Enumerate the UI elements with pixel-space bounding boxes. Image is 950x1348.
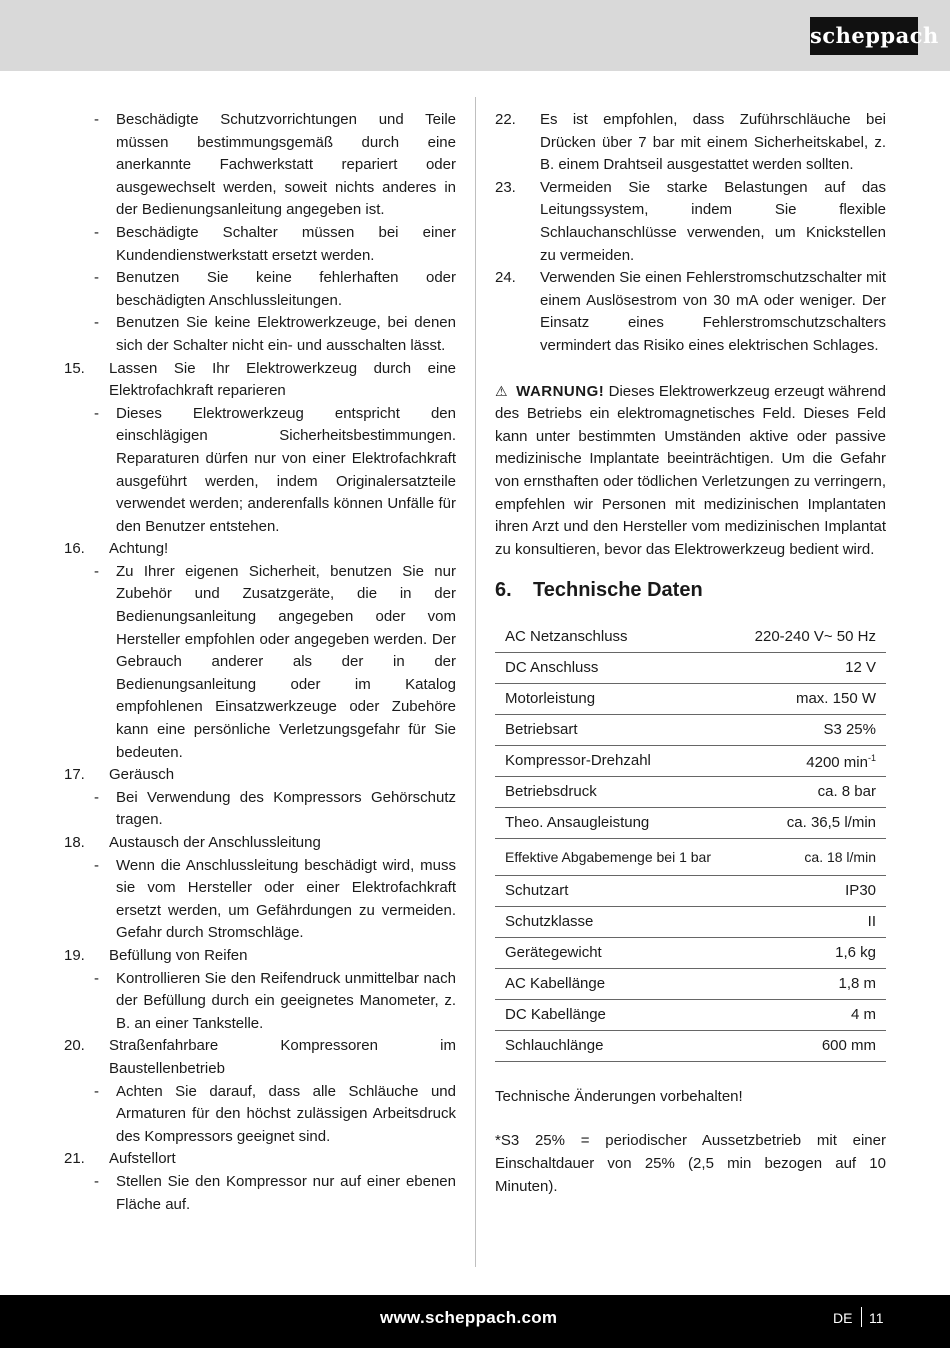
spec-row <box>495 652 886 683</box>
item-heading: Befüllung von Reifen <box>109 946 248 964</box>
item-heading: Achtung! <box>109 540 169 558</box>
section-heading <box>495 579 886 602</box>
numbered-item <box>495 109 886 177</box>
spec-value-text: II <box>867 912 876 930</box>
page-number: 11 <box>869 1310 884 1326</box>
spec-label: Schlauchlänge <box>495 1030 736 1061</box>
numbered-item <box>64 1035 456 1080</box>
numbered-item <box>64 832 456 855</box>
spec-row <box>495 683 886 714</box>
spec-value-text: 4200 min <box>806 754 868 772</box>
section-title: Technische Daten <box>533 579 703 602</box>
warning-text: Dieses Elektrowerkzeug erzeugt während des Betriebs ein elektromagnetisches Feld. Dieses Feld kann unter bestimmten Umständen aktive oder passive medizinische Implantate beeinträchtigen. Um die Gefahr von ernsthaften oder tödlichen Verletzungen zu verringern, empfehlen wir Personen mit medizinischen Implantaten ihren Arzt und den Hersteller vom medizinischen Implantat zu konsultieren, bevor das Elektrowerkzeug bedient wird. <box>495 382 886 558</box>
footer-url-link[interactable]: www.scheppach.com <box>380 1308 558 1327</box>
footer-language: DE <box>833 1310 853 1326</box>
spec-row <box>495 999 886 1030</box>
bullet-dash: - <box>94 969 99 987</box>
bullet-text: Kontrollieren Sie den Reifendruck unmittelbar nach der Befüllung durch ein geeignetes Manometer, z. B. an einer Tankstelle. <box>116 969 456 1032</box>
footer-separator <box>861 1307 862 1327</box>
spec-value-text: max. 150 W <box>795 689 876 707</box>
item-number: 24. <box>495 269 516 287</box>
spec-value <box>736 875 886 906</box>
spec-value-text: 12 V <box>845 658 876 676</box>
item-number: 15. <box>64 359 85 377</box>
item-number: 17. <box>64 766 85 784</box>
item-number: 23. <box>495 178 516 196</box>
spec-row <box>495 776 886 807</box>
bullet-text: Achten Sie darauf, dass alle Schläuche und Armaturen für den höchst zulässigen Arbeitsdruck des Kompressors geeignet sind. <box>116 1082 456 1145</box>
spec-value-text: IP30 <box>845 881 876 899</box>
spec-label: Gerätegewicht <box>495 937 736 968</box>
spec-label: DC Kabellänge <box>495 999 736 1030</box>
spec-row <box>495 807 886 838</box>
s3-footnote: *S3 25% = periodischer Aussetzbetrieb mit einer Einschaltdauer von 25% (2,5 min bezogen auf 10 Minuten). <box>495 1132 886 1195</box>
warning-label: WARNUNG! <box>516 382 605 400</box>
spec-value <box>736 999 886 1030</box>
bullet-item <box>64 1081 456 1149</box>
spec-label: Theo. Ansaugleistung <box>495 807 736 838</box>
bullet-item <box>64 109 456 222</box>
bullet-dash: - <box>94 1172 99 1190</box>
spec-value-text: 1,8 m <box>838 974 876 992</box>
spec-label: Effektive Abgabemenge bei 1 bar <box>495 838 736 875</box>
spec-label: AC Netzanschluss <box>495 622 736 653</box>
bullet-item <box>64 968 456 1036</box>
spec-value <box>736 968 886 999</box>
section-number: 6. <box>495 579 512 602</box>
bullet-text: Bei Verwendung des Kompressors Gehörschutz tragen. <box>116 788 456 829</box>
spec-value-text: S3 25% <box>823 720 876 738</box>
bullet-item <box>64 787 456 832</box>
spec-value <box>736 838 886 875</box>
spec-value-text: 1,6 kg <box>835 943 876 961</box>
spec-value <box>736 1030 886 1061</box>
numbered-item <box>64 358 456 403</box>
spec-value <box>736 776 886 807</box>
changes-note: Technische Änderungen vorbehalten! <box>495 1087 743 1105</box>
spec-label: Motorleistung <box>495 683 736 714</box>
spec-row <box>495 906 886 937</box>
spec-row <box>495 937 886 968</box>
warning-icon: ⚠ <box>495 382 508 399</box>
item-number: 21. <box>64 1150 85 1168</box>
warning-paragraph <box>495 380 886 562</box>
right-column <box>495 109 886 1198</box>
bullet-text: Beschädigte Schalter müssen bei einer Kundendienstwerkstatt ersetzt werden. <box>116 223 456 264</box>
item-heading: Austausch der Anschlussleitung <box>109 834 321 851</box>
bullet-text: Benutzen Sie keine Elektrowerkzeuge, bei denen sich der Schalter nicht ein- und ausschalten lässt. <box>116 314 456 354</box>
numbered-item <box>64 1148 456 1171</box>
spec-value <box>736 906 886 937</box>
spec-value <box>736 622 886 653</box>
bullet-item <box>64 403 456 539</box>
spec-row <box>495 838 886 875</box>
bullet-text: Stellen Sie den Kompressor nur auf einer ebenen Fläche auf. <box>116 1172 456 1213</box>
bullet-text: Benutzen Sie keine fehlerhaften oder beschädigten Anschlussleitungen. <box>116 269 456 309</box>
spec-value-superscript: -1 <box>867 753 876 764</box>
spec-value-text: 4 m <box>850 1005 876 1023</box>
spec-label: AC Kabellänge <box>495 968 736 999</box>
spec-value <box>736 652 886 683</box>
numbered-item <box>64 538 456 561</box>
item-heading: Straßenfahrbare Kompressoren im Baustellenbetrieb <box>109 1037 456 1077</box>
item-heading: Lassen Sie Ihr Elektrowerkzeug durch eine Elektrofachkraft reparieren <box>109 359 456 400</box>
footer <box>0 1295 950 1348</box>
spec-value-text: ca. 18 l/min <box>804 848 876 865</box>
spec-row <box>495 622 886 653</box>
item-heading: Geräusch <box>109 766 175 784</box>
column-divider <box>475 97 476 1267</box>
bullet-text: Dieses Elektrowerkzeug entspricht den einschlägigen Sicherheitsbestimmungen. Reparaturen dürfen nur von einer Elektrofachkraft ausgeführt werden, indem Originalersatzteile verwendet werden; anderenfalls können Unfälle für den Benutzer entstehen. <box>116 404 456 535</box>
bullet-dash: - <box>94 111 99 128</box>
spec-row <box>495 714 886 745</box>
bullet-dash: - <box>94 562 99 580</box>
bullet-item <box>64 855 456 945</box>
item-text: Es ist empfohlen, dass Zuführschläuche bei Drücken über 7 bar mit einem Sicherheitskabel, z. B. einem Drahtseil ausgestattet werden sollten. <box>540 111 886 174</box>
item-text: Verwenden Sie einen Fehlerstromschutzschalter mit einem Auslösestrom von 30 mA oder weniger. Der Einsatz eines Fehlerstromschutzschalters vermindert das Risiko eines elektrischen Schlages. <box>540 269 886 354</box>
spec-value-text: ca. 8 bar <box>817 782 876 800</box>
numbered-item <box>64 764 456 787</box>
bullet-dash: - <box>94 856 99 874</box>
specs-table <box>495 622 886 1062</box>
bullet-dash: - <box>94 223 99 241</box>
item-number: 22. <box>495 111 516 128</box>
item-number: 16. <box>64 540 85 558</box>
item-text: Vermeiden Sie starke Belastungen auf das Leitungssystem, indem Sie flexible Schlauchanschlüsse verwenden, um Knickstellen zu vermeiden. <box>540 178 886 264</box>
spec-label: Schutzklasse <box>495 906 736 937</box>
spec-value <box>736 937 886 968</box>
bullet-text: Beschädigte Schutzvorrichtungen und Teile müssen bestimmungsgemäß durch eine anerkannte Fachwerkstatt repariert oder ausgewechselt werden, soweit nichts anderes in der Bedienungsanleitung angegeben ist. <box>116 111 456 219</box>
spec-label: DC Anschluss <box>495 652 736 683</box>
spec-row <box>495 968 886 999</box>
bullet-dash: - <box>94 404 99 422</box>
spec-row <box>495 875 886 906</box>
spec-value-text: 220-240 V~ 50 Hz <box>754 627 876 645</box>
spec-label: Betriebsdruck <box>495 776 736 807</box>
spec-value <box>736 807 886 838</box>
spec-row <box>495 745 886 776</box>
bullet-text: Zu Ihrer eigenen Sicherheit, benutzen Sie nur Zubehör und Zusatzgeräte, die in der Bedienungsanleitung angegeben oder vom Hersteller empfohlen oder angegeben werden. Der Gebrauch anderer als der in der Bedienungsanleitung oder im Katalog empfohlenen Einsatzwerkzeuge oder Zubehöre kann eine persönliche Verletzungsgefahr für Sie bedeuten. <box>116 562 456 761</box>
item-heading: Aufstellort <box>109 1150 176 1168</box>
item-number: 19. <box>64 946 85 964</box>
item-number: 20. <box>64 1037 85 1055</box>
bullet-dash: - <box>94 314 99 332</box>
brand-logo: scheppach <box>810 17 918 55</box>
bullet-item <box>64 561 456 764</box>
bullet-item <box>64 222 456 267</box>
left-column <box>64 109 456 1216</box>
bullet-item <box>64 1171 456 1216</box>
spec-label: Betriebsart <box>495 714 736 745</box>
spec-label: Schutzart <box>495 875 736 906</box>
bullet-dash: - <box>94 788 99 806</box>
numbered-item <box>64 945 456 968</box>
spec-value <box>736 745 886 776</box>
bullet-text: Wenn die Anschlussleitung beschädigt wird, muss sie vom Hersteller oder einer Elektrofachkraft ersetzt werden, um Gefährdungen zu vermeiden. Gefahr durch Stromschläge. <box>116 856 456 942</box>
numbered-item <box>495 267 886 357</box>
spec-value-text: 600 mm <box>821 1036 876 1054</box>
spec-value <box>736 683 886 714</box>
item-number: 18. <box>64 834 85 851</box>
numbered-list <box>495 109 886 358</box>
bullet-dash: - <box>94 1082 99 1100</box>
header-band <box>0 0 950 71</box>
spec-label: Kompressor-Drehzahl <box>495 745 736 776</box>
bullet-dash: - <box>94 269 99 287</box>
spec-value <box>736 714 886 745</box>
numbered-item <box>495 177 886 267</box>
spec-row <box>495 1030 886 1061</box>
bullet-item <box>64 312 456 357</box>
bullet-item <box>64 267 456 312</box>
spec-value-text: ca. 36,5 l/min <box>786 813 876 831</box>
